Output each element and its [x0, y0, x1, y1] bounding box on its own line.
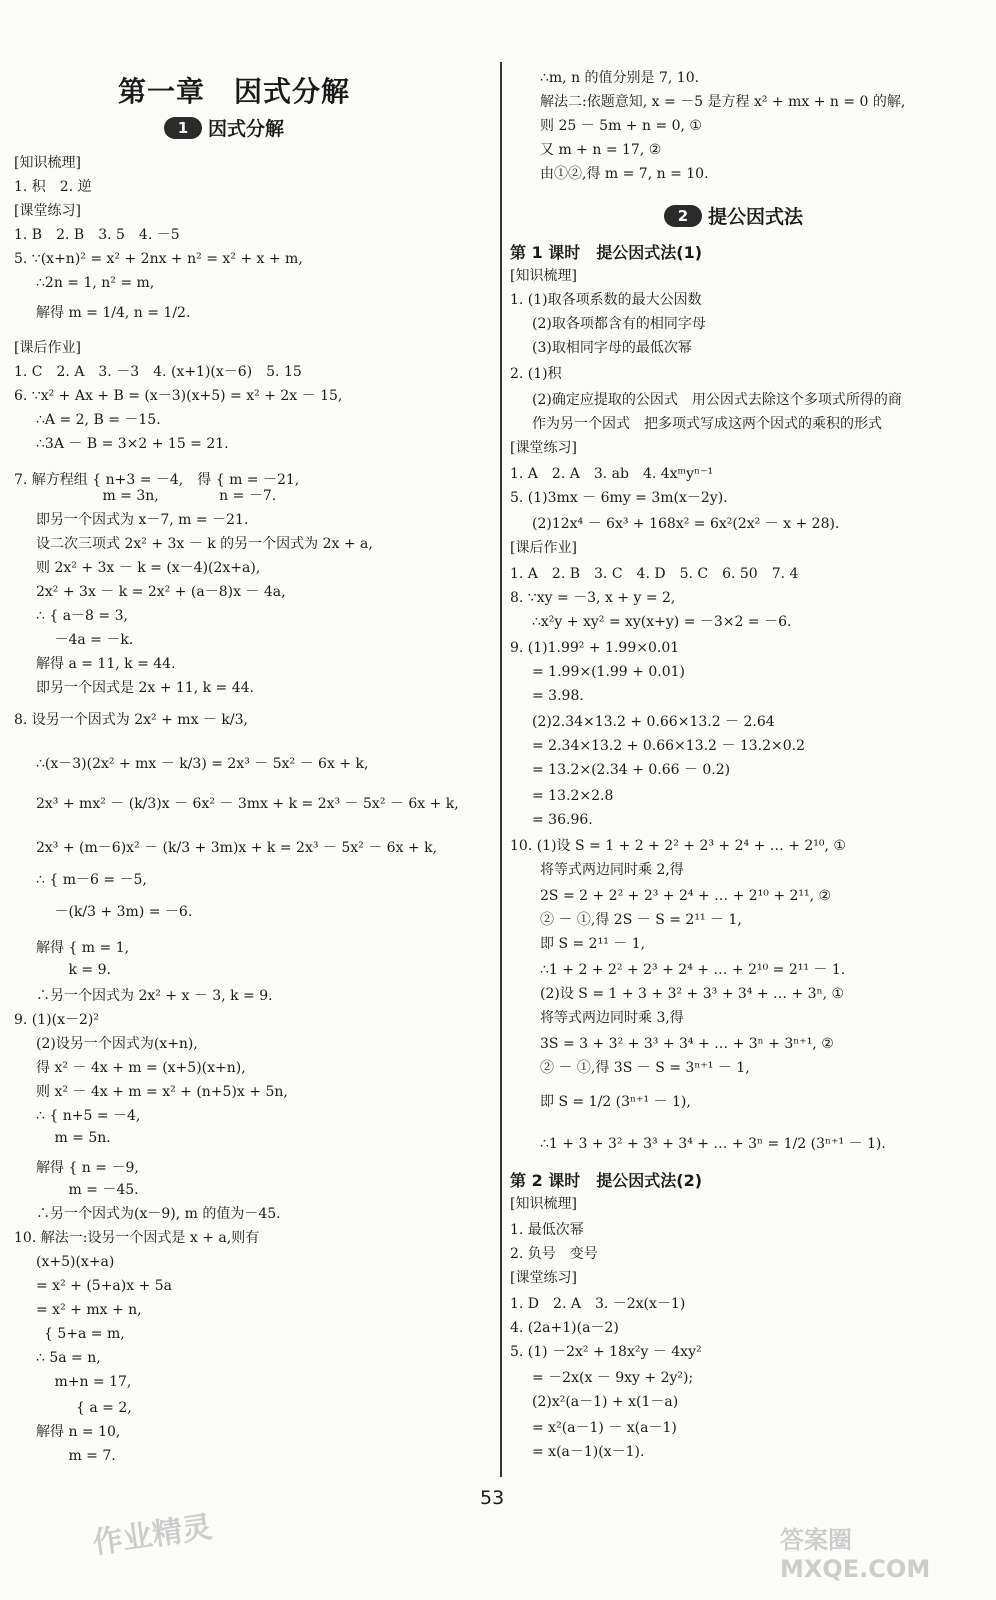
answer-line: = x² + (5+a)x + 5a	[36, 1278, 173, 1294]
watermark-right: 答案圈 MXQE.COM	[780, 1526, 931, 1583]
answer-line: 2. 负号 变号	[510, 1246, 598, 1262]
answer-line: = x²(a－1) － x(a－1)	[532, 1420, 677, 1436]
answer-line: 8. 设另一个因式为 2x² + mx － k/3,	[14, 712, 248, 728]
answer-line: ∴2n = 1, n² = m,	[36, 275, 155, 291]
answer-line: (2)设 S = 1 + 3 + 3² + 3³ + 3⁴ + … + 3ⁿ, ①	[540, 986, 845, 1002]
answer-line: m = －45.	[36, 1182, 139, 1198]
answer-line: = x² + mx + n,	[36, 1302, 142, 1318]
answer-line: = －2x(x － 9xy + 2y²);	[532, 1370, 694, 1386]
answer-line: [课后作业]	[14, 340, 81, 356]
answer-line: [知识梳理]	[14, 155, 81, 171]
answer-line: 1. 积 2. 逆	[14, 179, 92, 195]
answer-line: ∴3A － B = 3×2 + 15 = 21.	[36, 436, 229, 452]
answer-line: = 1.99×(1.99 + 0.01)	[532, 664, 685, 680]
answer-line: 1. 最低次幂	[510, 1222, 584, 1238]
answer-line: 10. (1)设 S = 1 + 2 + 2² + 2³ + 2⁴ + … + 2¹⁰, ①	[510, 838, 846, 854]
answer-line: = x(a－1)(x－1).	[532, 1444, 645, 1460]
answer-line: ∴另一个因式为 2x² + x － 3, k = 9.	[36, 988, 273, 1004]
answer-line: 得 x² － 4x + m = (x+5)(x+n),	[36, 1060, 246, 1076]
answer-line: 2. (1)积	[510, 366, 562, 382]
answer-line: 1. (1)取各项系数的最大公因数	[510, 292, 702, 308]
answer-line: ∴ { a－8 = 3,	[36, 608, 128, 624]
answer-line: 1. D 2. A 3. －2x(x－1)	[510, 1296, 686, 1312]
section-title: 因式分解	[208, 118, 285, 140]
answer-line: ∴x²y + xy² = xy(x+y) = －3×2 = －6.	[532, 614, 792, 630]
answer-line: = 3.98.	[532, 688, 584, 704]
column-divider	[500, 62, 502, 1477]
answer-line: －(k/3 + 3m) = －6.	[36, 904, 193, 920]
lesson-1-title: 第 1 课时 提公因式法(1)	[510, 243, 703, 262]
answer-line: 2x² + 3x － k = 2x² + (a－8)x － 4a,	[36, 584, 286, 600]
answer-line: 1. A 2. B 3. C 4. D 5. C 6. 50 7. 4	[510, 566, 799, 582]
answer-line: 2x³ + (m－6)x² － (k/3 + 3m)x + k = 2x³ － 5x² － 6x + k,	[36, 840, 438, 856]
answer-line: 将等式两边同时乘 2,得	[540, 862, 684, 878]
section-number-badge: 1	[164, 117, 202, 139]
answer-line: ∴ { m－6 = －5,	[36, 872, 147, 888]
answer-line: 即另一个因式为 x－7, m = －21.	[36, 512, 249, 528]
answer-line: 6. ∵x² + Ax + B = (x－3)(x+5) = x² + 2x － 15,	[14, 388, 343, 404]
answer-line: ∴ 5a = n,	[36, 1350, 101, 1366]
answer-line: k = 9.	[36, 962, 111, 978]
answer-line: 即 S = 2¹¹ － 1,	[540, 936, 646, 952]
section-title: 提公因式法	[708, 206, 804, 228]
answer-line: 则 25 － 5m + n = 0, ①	[540, 118, 702, 134]
answer-line: = 13.2×(2.34 + 0.66 － 0.2)	[532, 762, 731, 778]
answer-line: 将等式两边同时乘 3,得	[540, 1010, 684, 1026]
answer-line: (2)x²(a－1) + x(1－a)	[532, 1394, 679, 1410]
answer-line: 3S = 3 + 3² + 3³ + 3⁴ + … + 3ⁿ + 3ⁿ⁺¹, ②	[540, 1036, 834, 1052]
answer-line: 7. 解方程组 { n+3 = －4, 得 { m = －21,	[14, 472, 300, 488]
answer-line: 1. A 2. A 3. ab 4. 4xᵐyⁿ⁻¹	[510, 466, 714, 482]
answer-line: { a = 2,	[76, 1400, 132, 1416]
answer-line: 9. (1)(x－2)²	[14, 1012, 99, 1028]
answer-line: m+n = 17,	[36, 1374, 132, 1390]
answer-line: ② － ①,得 2S － S = 2¹¹ － 1,	[540, 912, 742, 928]
page-number: 53	[480, 1487, 505, 1509]
answer-line: (3)取相同字母的最低次幂	[532, 340, 692, 356]
answer-line: 5. (1)3mx － 6my = 3m(x－2y).	[510, 490, 728, 506]
answer-line: ∴1 + 3 + 3² + 3³ + 3⁴ + … + 3ⁿ = 1/2 (3ⁿ⁺¹ － 1).	[540, 1136, 886, 1152]
answer-line: 8. ∵xy = －3, x + y = 2,	[510, 590, 676, 606]
answer-line: ∴m, n 的值分别是 7, 10.	[540, 70, 700, 86]
answer-line: 作为另一个因式 把多项式写成这两个因式的乘积的形式	[532, 416, 882, 432]
answer-line: [课堂练习]	[510, 440, 577, 456]
answer-line: 设二次三项式 2x² + 3x － k 的另一个因式为 2x + a,	[36, 536, 373, 552]
lesson-2-title: 第 2 课时 提公因式法(2)	[510, 1171, 703, 1190]
section-heading-2	[664, 202, 803, 229]
chapter-title: 第一章 因式分解	[118, 75, 351, 108]
answer-line: (2)12x⁴ － 6x³ + 168x² = 6x²(2x² － x + 28).	[532, 516, 840, 532]
answer-line: 5. (1) －2x² + 18x²y － 4xy²	[510, 1344, 702, 1360]
answer-line: [知识梳理]	[510, 1196, 577, 1212]
answer-line: [课堂练习]	[510, 1270, 577, 1286]
section-heading-1	[164, 114, 284, 141]
answer-line: (2)确定应提取的公因式 用公因式去除这个多项式所得的商	[532, 392, 902, 408]
answer-line: = 2.34×13.2 + 0.66×13.2 － 13.2×0.2	[532, 738, 806, 754]
answer-line: 1. B 2. B 3. 5 4. －5	[14, 227, 180, 243]
answer-line: 2S = 2 + 2² + 2³ + 2⁴ + … + 2¹⁰ + 2¹¹, ②	[540, 888, 832, 904]
section-number-badge: 2	[664, 205, 702, 227]
answer-line: 1. C 2. A 3. －3 4. (x+1)(x－6) 5. 15	[14, 364, 302, 380]
answer-line: 解得 a = 11, k = 44.	[36, 656, 176, 672]
answer-line: (2)2.34×13.2 + 0.66×13.2 － 2.64	[532, 714, 775, 730]
answer-line: (2)设另一个因式为(x+n),	[36, 1036, 198, 1052]
answer-line: = 36.96.	[532, 812, 593, 828]
answer-line: ∴另一个因式为(x－9), m 的值为－45.	[36, 1206, 281, 1222]
answer-line: 解得 { m = 1,	[36, 940, 130, 956]
answer-line: 解得 n = 10,	[36, 1424, 121, 1440]
answer-line: 2x³ + mx² － (k/3)x － 6x² － 3mx + k = 2x³ － 5x² － 6x + k,	[36, 796, 459, 812]
answer-line: ② － ①,得 3S － S = 3ⁿ⁺¹ － 1,	[540, 1060, 750, 1076]
answer-line: 则 x² － 4x + m = x² + (n+5)x + 5n,	[36, 1084, 288, 1100]
answer-line: 5. ∵(x+n)² = x² + 2nx + n² = x² + x + m,	[14, 251, 303, 267]
answer-line: 4. (2a+1)(a－2)	[510, 1320, 619, 1336]
answer-line: m = 7.	[36, 1448, 116, 1464]
answer-line: 由①②,得 m = 7, n = 10.	[540, 166, 709, 182]
answer-line: 又 m + n = 17, ②	[540, 142, 662, 158]
answer-line: ∴1 + 2 + 2² + 2³ + 2⁴ + … + 2¹⁰ = 2¹¹ － 1.	[540, 962, 846, 978]
answer-line: 即 S = 1/2 (3ⁿ⁺¹ － 1),	[540, 1094, 691, 1110]
answer-line: 则 2x² + 3x － k = (x－4)(2x+a),	[36, 560, 261, 576]
answer-line: 即另一个因式是 2x + 11, k = 44.	[36, 680, 254, 696]
answer-line: [知识梳理]	[510, 268, 577, 284]
answer-line: { 5+a = m,	[44, 1326, 125, 1342]
answer-line: 9. (1)1.99² + 1.99×0.01	[510, 640, 680, 656]
answer-line: ∴A = 2, B = －15.	[36, 412, 161, 428]
answer-line: 解得 { n = －9,	[36, 1160, 139, 1176]
answer-line: [课堂练习]	[14, 203, 81, 219]
watermark-left: 作业精灵	[90, 1509, 215, 1562]
answer-line: = 13.2×2.8	[532, 788, 614, 804]
answer-line: (2)取各项都含有的相同字母	[532, 316, 706, 332]
answer-line: (x+5)(x+a)	[36, 1254, 115, 1270]
answer-line: 10. 解法一:设另一个因式是 x + a,则有	[14, 1230, 260, 1246]
answer-line: －4a = －k.	[36, 632, 134, 648]
answer-line: m = 3n, n = －7.	[14, 488, 277, 504]
answer-line: ∴ { n+5 = －4,	[36, 1108, 141, 1124]
answer-line: m = 5n.	[36, 1130, 111, 1146]
answer-line: 解法二:依题意知, x = －5 是方程 x² + mx + n = 0 的解,	[540, 94, 906, 110]
answer-line: [课后作业]	[510, 540, 577, 556]
answer-line: 解得 m = 1/4, n = 1/2.	[36, 305, 191, 321]
answer-line: ∴(x－3)(2x² + mx － k/3) = 2x³ － 5x² － 6x + k,	[36, 756, 369, 772]
